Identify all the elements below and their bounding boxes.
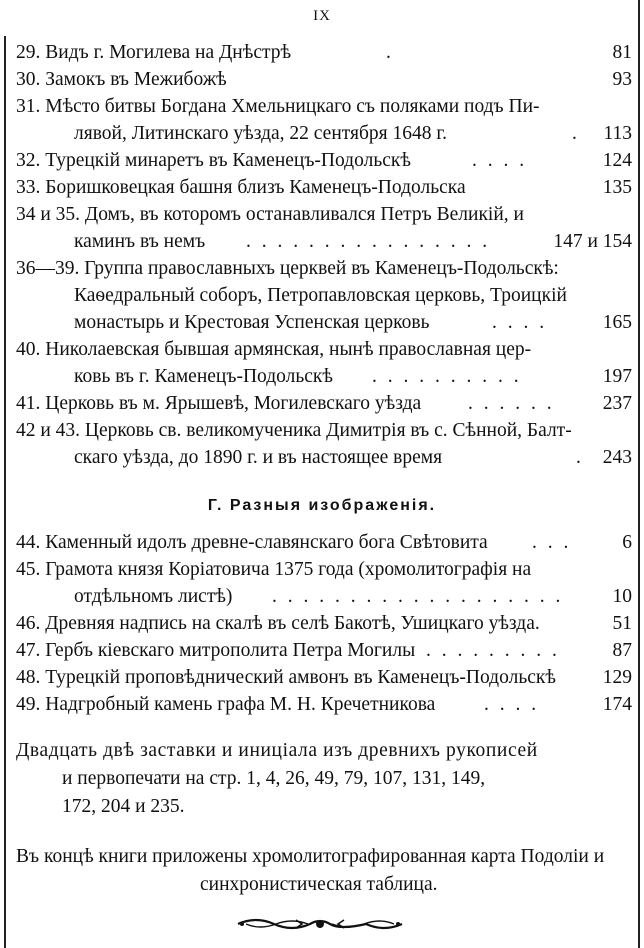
list-item-continuation <box>16 364 632 390</box>
list-item <box>16 175 632 201</box>
entry-title: 31. Мѣсто битвы Богдана Хмельницкаго съ поляками подъ Пи- <box>16 96 540 117</box>
list-item <box>16 692 632 718</box>
decorative-tailpiece-icon <box>236 914 404 934</box>
entry-page: 147 и 154 <box>553 231 632 252</box>
entry-page: 197 <box>602 366 632 387</box>
entry-page: 135 <box>602 177 632 198</box>
vignettes-note-line-3: 172, 204 и 235. <box>62 796 185 817</box>
list-item <box>16 611 632 637</box>
entry-title: 46. Древняя надпись на скалѣ въ селѣ Бакотѣ, Ушицкаго уѣзда. <box>16 613 540 634</box>
leader-dots: . . . . <box>492 312 548 333</box>
list-item <box>16 665 632 691</box>
entry-title-continued: Каѳедральный соборъ, Петропавловская церковь, Троицкій <box>74 285 567 306</box>
entry-title: 36—39. Группа православныхъ церквей въ Каменецъ-Подольскѣ: <box>16 258 559 279</box>
list-item <box>16 418 632 444</box>
vignettes-note-line-2: и первопечати на стр. 1, 4, 26, 49, 79, 107, 131, 149, <box>62 768 486 789</box>
leader-dots: . . . . . . . . . . . . . . . . . . . <box>272 586 564 607</box>
left-border-line <box>4 36 6 948</box>
entry-page: 129 <box>602 667 632 688</box>
appendix-note-line-1: Въ концѣ книги приложены хромолитографированная карта Подоліи и <box>16 846 605 867</box>
entry-page: 174 <box>602 694 632 715</box>
entry-title: 44. Каменный идолъ древне-славянскаго бога Свѣтовита <box>16 532 488 553</box>
entry-title: 34 и 35. Домъ, въ которомъ останавливался Петръ Великій, и <box>16 204 524 225</box>
page-number: IX <box>313 8 331 24</box>
list-item-continuation <box>16 121 632 147</box>
entry-page: 165 <box>602 312 632 333</box>
list-item <box>16 67 632 93</box>
leader-dots: . <box>576 447 584 468</box>
entry-title: 33. Боришковецкая башня близъ Каменецъ-Подольска <box>16 177 466 198</box>
list-item <box>16 530 632 556</box>
entry-title-continued: отдѣльномъ листѣ) <box>74 586 233 607</box>
entry-page: 87 <box>612 640 632 661</box>
leader-dots: . . . . <box>484 694 540 715</box>
entry-title: 41. Церковь въ м. Ярышевѣ, Могилевскаго уѣзда <box>16 393 422 414</box>
list-item <box>16 391 632 417</box>
entry-page: 51 <box>612 613 632 634</box>
list-item-continuation <box>16 445 632 471</box>
entry-title: 45. Грамота князя Коріатовича 1375 года (хромолитографія на <box>16 559 532 580</box>
entry-title: 49. Надгробный камень графа М. Н. Кречетникова <box>16 694 436 715</box>
entry-title: 29. Видъ г. Могилева на Днѣстрѣ <box>16 42 292 63</box>
right-border-line <box>638 0 640 948</box>
appendix-note-line-2: синхронистическая таблица. <box>200 874 438 895</box>
leader-dots: . . . . <box>472 150 528 171</box>
list-item <box>16 40 632 66</box>
entry-title: 30. Замокъ въ Межибожѣ <box>16 69 227 90</box>
entry-page: 93 <box>612 69 632 90</box>
entry-title: 42 и 43. Церковь св. великомученика Димитрія въ с. Сѣнной, Балт- <box>16 420 572 441</box>
list-item <box>16 337 632 363</box>
list-item-continuation <box>16 584 632 610</box>
leader-dots: . . . . . . . . . . . . . . . . <box>246 231 491 252</box>
entry-title: 47. Гербъ кіевскаго митрополита Петра Могилы <box>16 640 416 661</box>
entry-title-continued: монастырь и Крестовая Успенская церковь <box>74 312 430 333</box>
entry-title-continued: каминъ въ немъ <box>74 231 206 252</box>
entry-page: 6 <box>622 532 632 553</box>
leader-dots: . . . . . . <box>468 393 555 414</box>
leader-dots: . . . <box>532 532 572 553</box>
leader-dots: . <box>572 123 580 144</box>
list-item <box>16 638 632 664</box>
list-item <box>16 557 632 583</box>
entry-title-continued: скаго уѣзда, до 1890 г. и въ настоящее время <box>74 447 443 468</box>
list-item <box>16 256 632 282</box>
vignettes-note-line-1: Двадцать двѣ заставки и иниціала изъ древнихъ рукописей <box>16 740 538 761</box>
list-item-continuation <box>16 229 632 255</box>
section-heading: Г. Разныя изображенія. <box>207 497 437 514</box>
entry-title: 32. Турецкій минаретъ въ Каменецъ-Подольскѣ <box>16 150 411 171</box>
entry-page: 10 <box>612 586 632 607</box>
entry-title: 40. Николаевская бывшая армянская, нынѣ православная цер- <box>16 339 532 360</box>
list-item <box>16 202 632 228</box>
list-item-continuation <box>16 310 632 336</box>
entry-title-continued: ковь въ г. Каменецъ-Подольскѣ <box>74 366 333 387</box>
list-item <box>16 94 632 120</box>
leader-dots: . <box>386 42 394 63</box>
entry-title-continued: лявой, Литинскаго уѣзда, 22 сентября 1648 г. <box>74 123 448 144</box>
entry-title: 48. Турецкій проповѣднический амвонъ въ Каменецъ-Подольскѣ <box>16 667 556 688</box>
entry-page: 237 <box>602 393 632 414</box>
leader-dots: . . . . . . . . . . <box>372 366 522 387</box>
entry-page: 243 <box>602 447 632 468</box>
list-item <box>16 148 632 174</box>
entry-page: 113 <box>603 123 632 144</box>
list-item-continuation <box>16 283 632 309</box>
leader-dots: . . . . . . . . . <box>426 640 560 661</box>
entry-page: 124 <box>602 150 632 171</box>
entry-page: 81 <box>612 42 632 63</box>
